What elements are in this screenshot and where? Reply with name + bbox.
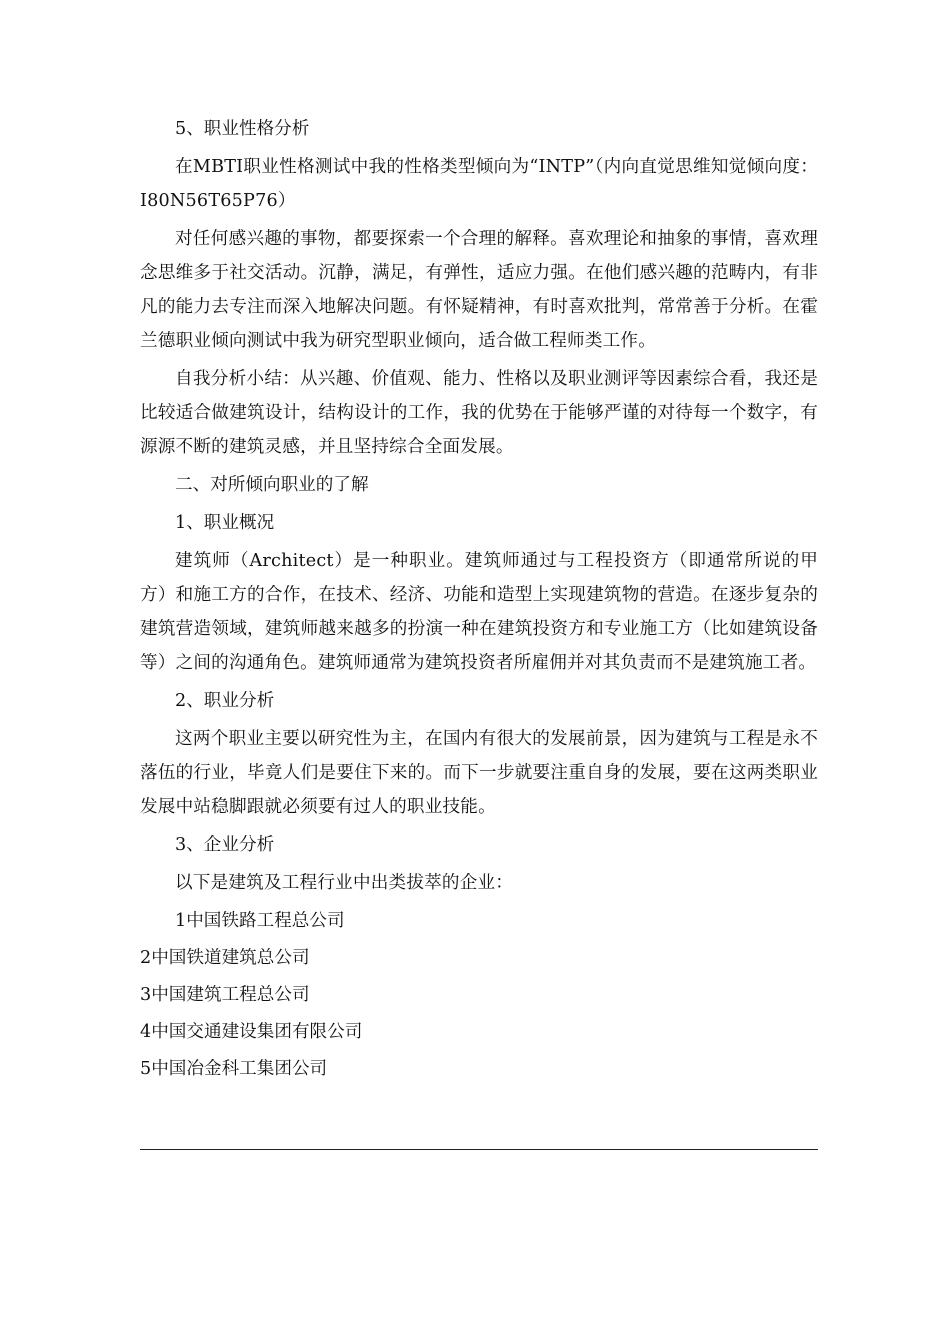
heading-career-analysis: 2、职业分析 [175, 691, 275, 711]
paragraph-career-analysis: 这两个职业主要以研究性为主，在国内有很大的发展前景，因为建筑与工程是永不落伍的行业，毕竟人们是要住下来的。而下一步就要注重自身的发展，要在这两类职业发展中站稳脚跟就必须要有过人的职业技能。 [140, 729, 818, 817]
list-item: 5中国冶金科工集团公司 [140, 1059, 328, 1079]
heading-career-overview: 1、职业概况 [175, 513, 275, 533]
list-item: 3中国建筑工程总公司 [140, 985, 310, 1005]
paragraph-interest: 对任何感兴趣的事物，都要探索一个合理的解释。喜欢理论和抽象的事情，喜欢理念思维多于社交活动。沉静，满足，有弹性，适应力强。在他们感兴趣的范畴内，有非凡的能力去专注而深入地解决问题。有怀疑精神，有时喜欢批判，常常善于分析。在霍兰德职业倾向测试中我为研究型职业倾向，适合做工程师类工作。 [140, 229, 818, 351]
heading-career-understanding: 二、对所倾向职业的了解 [175, 475, 369, 495]
paragraph-mbti: 在MBTI职业性格测试中我的性格类型倾向为“INTP”（内向直觉思维知觉倾向度：I80N56T65P76） [140, 157, 818, 211]
document-body [140, 112, 818, 1089]
heading-personality-analysis: 5、职业性格分析 [175, 119, 310, 139]
horizontal-rule [140, 1149, 818, 1150]
company-list [140, 904, 818, 1086]
paragraph-self-summary: 自我分析小结：从兴趣、价值观、能力、性格以及职业测评等因素综合看，我还是比较适合做建筑设计，结构设计的工作，我的优势在于能够严谨的对待每一个数字，有源源不断的建筑灵感，并且坚持综合全面发展。 [140, 369, 818, 457]
paragraph-enterprise-intro: 以下是建筑及工程行业中出类拔萃的企业： [175, 873, 514, 893]
list-item: 2中国铁道建筑总公司 [140, 948, 310, 968]
list-item: 4中国交通建设集团有限公司 [140, 1022, 363, 1042]
paragraph-architect: 建筑师（Architect）是一种职业。建筑师通过与工程投资方（即通常所说的甲方）和施工方的合作，在技术、经济、功能和造型上实现建筑物的营造。在逐步复杂的建筑营造领域，建筑师越来越多的扮演一种在建筑投资方和专业施工方（比如建筑设备等）之间的沟通角色。建筑师通常为建筑投资者所雇佣并对其负责而不是建筑施工者。 [140, 551, 818, 673]
heading-enterprise-analysis: 3、企业分析 [175, 835, 275, 855]
list-item: 1中国铁路工程总公司 [175, 911, 345, 931]
